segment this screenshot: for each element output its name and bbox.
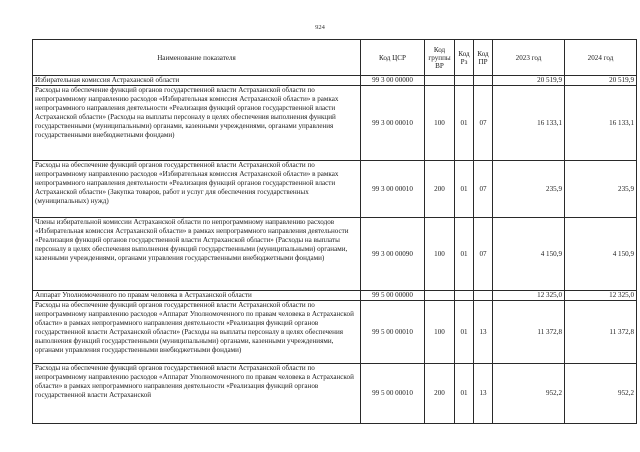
row-rz bbox=[455, 76, 474, 86]
row-pr bbox=[474, 76, 493, 86]
row-2024: 952,2 bbox=[565, 364, 637, 424]
row-2024: 235,9 bbox=[565, 161, 637, 218]
row-pr: 07 bbox=[474, 86, 493, 161]
row-name: Расходы на обеспечение функций органов государственной власти Астраханской области по непрограммному направлению расходов «Аппарат Уполномоченного по правам человека в Астраханской области» в рамках непрограммного направления деятельности «Реализация функций органов государственной власти Астраханской bbox=[33, 364, 361, 424]
row-vr bbox=[425, 76, 455, 86]
row-2023: 16 133,1 bbox=[493, 86, 565, 161]
row-pr: 07 bbox=[474, 218, 493, 291]
row-vr: 200 bbox=[425, 364, 455, 424]
row-rz bbox=[455, 291, 474, 301]
row-2023: 20 519,9 bbox=[493, 76, 565, 86]
row-vr: 100 bbox=[425, 301, 455, 364]
row-name: Расходы на обеспечение функций органов государственной власти Астраханской области по непрограммному направлению расходов «Аппарат Уполномоченного по правам человека в Астраханской области» в рамках непрограммного направления деятельности «Реализация функций органов государственной власти Астраханской области» (Расходы на выплаты персоналу в целях обеспечения выполнения функций государственными (муниципальными) органами, казенными учреждениями, органами управления государственными внебюджетными фондами) bbox=[33, 301, 361, 364]
row-2024: 12 325,0 bbox=[565, 291, 637, 301]
row-pr bbox=[474, 291, 493, 301]
row-csr: 99 3 00 00000 bbox=[361, 76, 425, 86]
row-csr: 99 3 00 00010 bbox=[361, 86, 425, 161]
header-csr: Код ЦСР bbox=[361, 40, 425, 76]
row-2024: 11 372,8 bbox=[565, 301, 637, 364]
row-pr: 13 bbox=[474, 364, 493, 424]
row-2023: 4 150,9 bbox=[493, 218, 565, 291]
row-name: Расходы на обеспечение функций органов государственной власти Астраханской области по непрограммному направлению расходов «Избирательная комиссия Астраханской области» в рамках непрограммного направления деятельности «Реализация функций органов государственной власти Астраханской области» (Закупка товаров, работ и услуг для обеспечения государственных (муниципальных) нужд) bbox=[33, 161, 361, 218]
row-csr: 99 5 00 00010 bbox=[361, 301, 425, 364]
budget-table bbox=[32, 39, 637, 424]
header-rz: Код Рз bbox=[455, 40, 474, 76]
row-csr: 99 5 00 00010 bbox=[361, 364, 425, 424]
row-rz: 01 bbox=[455, 161, 474, 218]
row-2024: 4 150,9 bbox=[565, 218, 637, 291]
row-2024: 16 133,1 bbox=[565, 86, 637, 161]
row-vr: 100 bbox=[425, 218, 455, 291]
header-name: Наименование показателя bbox=[33, 40, 361, 76]
table-row bbox=[33, 76, 637, 86]
row-vr: 100 bbox=[425, 86, 455, 161]
row-2023: 12 325,0 bbox=[493, 291, 565, 301]
row-name: Расходы на обеспечение функций органов государственной власти Астраханской области по непрограммному направлению расходов «Избирательная комиссия Астраханской области» в рамках непрограммного направления деятельности «Реализация функций органов государственной власти Астраханской области» (Расходы на выплаты персоналу в целях обеспечения выполнения функций государственными (муниципальными) органами, казенными учреждениями, органами управления государственными внебюджетными фондами) bbox=[33, 86, 361, 161]
row-2023: 235,9 bbox=[493, 161, 565, 218]
row-vr: 200 bbox=[425, 161, 455, 218]
header-vr: Код группы ВР bbox=[425, 40, 455, 76]
row-2024: 20 519,9 bbox=[565, 76, 637, 86]
table-row bbox=[33, 86, 637, 161]
table-header-row bbox=[33, 40, 637, 76]
table-row bbox=[33, 218, 637, 291]
row-csr: 99 5 00 00000 bbox=[361, 291, 425, 301]
table-row bbox=[33, 364, 637, 424]
row-rz: 01 bbox=[455, 86, 474, 161]
row-csr: 99 3 00 00090 bbox=[361, 218, 425, 291]
row-pr: 13 bbox=[474, 301, 493, 364]
row-name: Члены избирательной комиссии Астраханской области по непрограммному направлению расходов «Избирательная комиссия Астраханской области» в рамках непрограммного направления деятельности «Реализация функций органов государственной власти Астраханской области» (Расходы на выплаты персоналу в целях обеспечения выполнения функций государственными (муниципальными) органами, казенными учреждениями, органами управления государственными внебюджетными фондами) bbox=[33, 218, 361, 291]
row-name: Аппарат Уполномоченного по правам человека в Астраханской области bbox=[33, 291, 361, 301]
header-2024: 2024 год bbox=[565, 40, 637, 76]
row-vr bbox=[425, 291, 455, 301]
row-rz: 01 bbox=[455, 218, 474, 291]
row-name: Избирательная комиссия Астраханской области bbox=[33, 76, 361, 86]
row-rz: 01 bbox=[455, 301, 474, 364]
table-row bbox=[33, 291, 637, 301]
header-2023: 2023 год bbox=[493, 40, 565, 76]
row-2023: 11 372,8 bbox=[493, 301, 565, 364]
table-row bbox=[33, 161, 637, 218]
row-2023: 952,2 bbox=[493, 364, 565, 424]
row-pr: 07 bbox=[474, 161, 493, 218]
header-pr: Код ПР bbox=[474, 40, 493, 76]
row-rz: 01 bbox=[455, 364, 474, 424]
page-number: 924 bbox=[315, 24, 325, 31]
table-row bbox=[33, 301, 637, 364]
row-csr: 99 3 00 00010 bbox=[361, 161, 425, 218]
